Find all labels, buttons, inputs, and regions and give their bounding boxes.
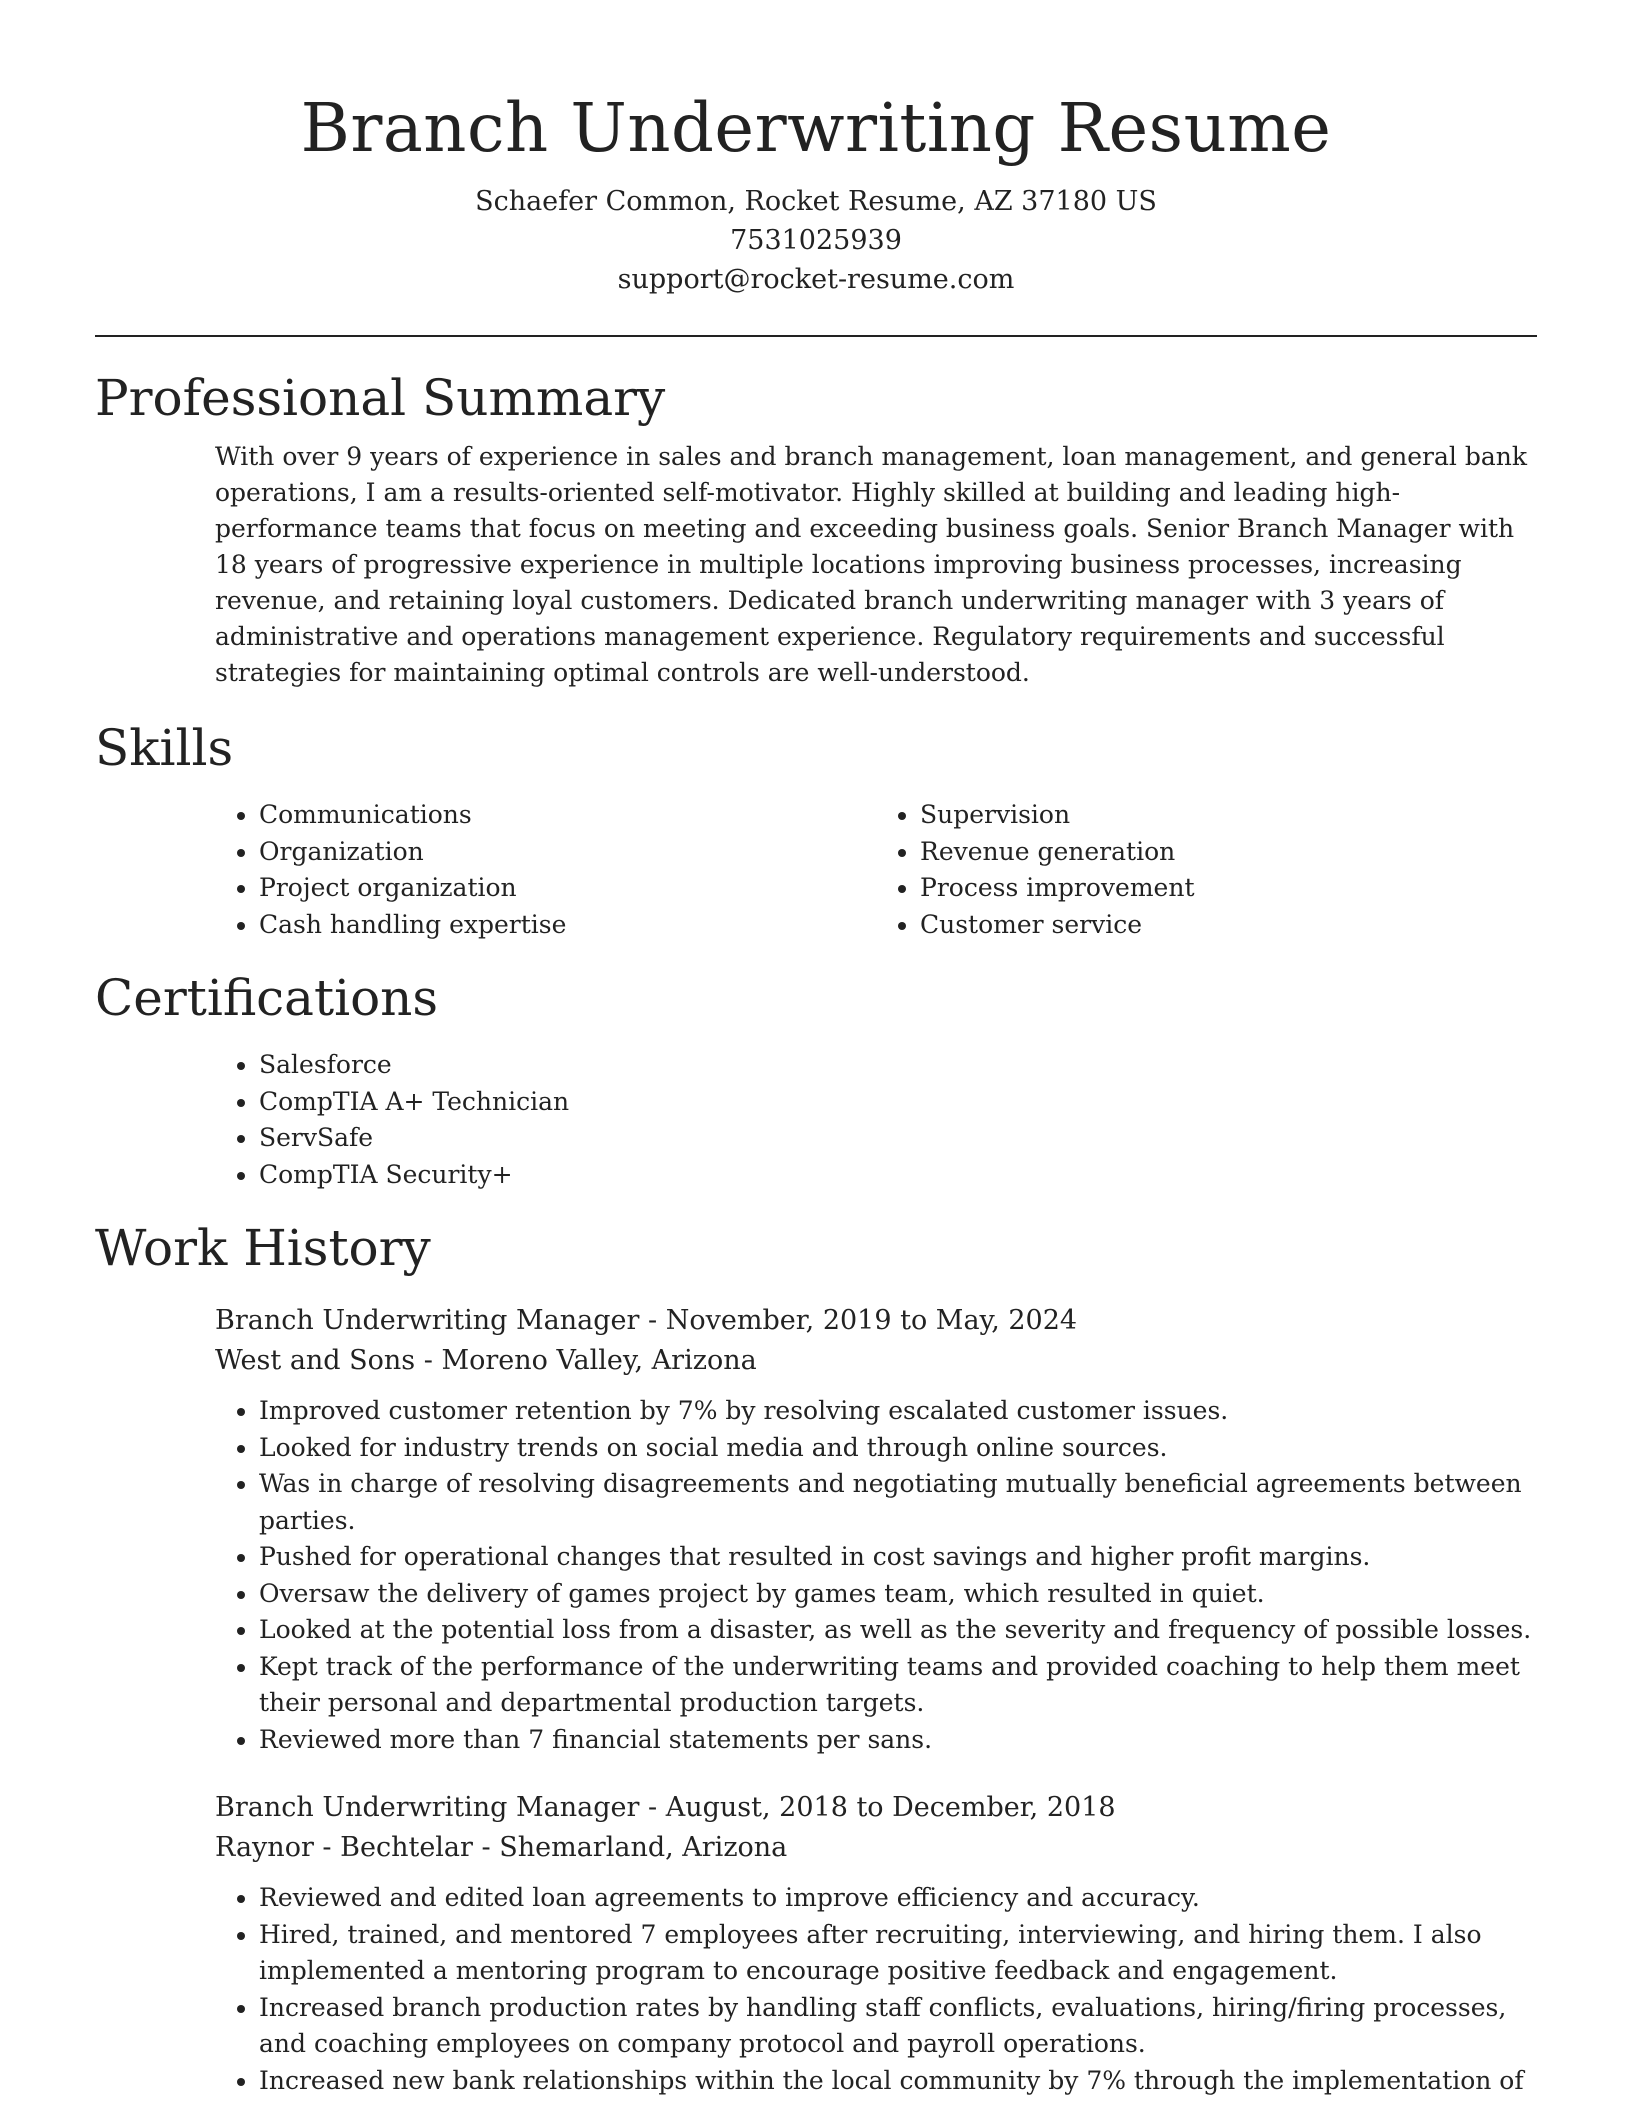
skill-item: • Project organization (259, 870, 876, 907)
job-company-line (215, 1341, 1537, 1381)
job-title-line (215, 1301, 1537, 1341)
skill-item: • Revenue generation (920, 834, 1537, 871)
job-bullet: • Oversaw the delivery of games project by games team, which resulted in quiet. (259, 1576, 1537, 1613)
section-title-summary: Professional Summary (95, 369, 666, 427)
skills-grid (215, 797, 1537, 943)
job-separator: - (415, 1345, 442, 1376)
job-location: Shemarland, Arizona (499, 1832, 788, 1863)
contact-info (95, 182, 1537, 299)
skill-item: • Supervision (920, 797, 1537, 834)
job-company: Raynor - Bechtelar (215, 1832, 473, 1863)
skill-item: • Communications (259, 797, 876, 834)
job-dates: August, 2018 to December, 2018 (665, 1792, 1116, 1823)
resume-header (95, 0, 1537, 299)
job-separator: - (639, 1305, 666, 1336)
job-bullet: • Reviewed more than 7 financial statements per sans. (259, 1722, 1537, 1759)
section-title-certifications: Certifications (95, 969, 439, 1027)
job-location: Moreno Valley, Arizona (441, 1345, 757, 1376)
contact-email: support@rocket-resume.com (617, 264, 1015, 295)
job-role: Branch Underwriting Manager (215, 1305, 640, 1336)
contact-address: Schaefer Common, Rocket Resume, AZ 37180 US (475, 186, 1157, 217)
certification-item: • CompTIA A+ Technician (259, 1084, 1537, 1121)
job-separator: - (472, 1832, 500, 1863)
job-bullet: • Looked for industry trends on social media and through online sources. (259, 1430, 1537, 1467)
certifications-list (215, 1047, 1537, 1193)
skill-item: • Process improvement (920, 870, 1537, 907)
job-role: Branch Underwriting Manager (215, 1792, 640, 1823)
header-divider (95, 335, 1537, 337)
job-entry (215, 1788, 1537, 2099)
skill-item: • Cash handling expertise (259, 907, 876, 944)
page-title: Branch Underwriting Resume (300, 89, 1332, 167)
job-bullet: • Pushed for operational changes that resulted in cost savings and higher profit margins. (259, 1539, 1537, 1576)
skills-list-left (215, 797, 876, 943)
certification-item: • CompTIA Security+ (259, 1157, 1537, 1194)
contact-phone: 7531025939 (730, 225, 902, 256)
certification-item: • Salesforce (259, 1047, 1537, 1084)
section-title-skills: Skills (95, 719, 234, 777)
section-title-work-history: Work History (95, 1219, 431, 1277)
job-entry (215, 1301, 1537, 1758)
job-bullet: • Improved customer retention by 7% by resolving escalated customer issues. (259, 1393, 1537, 1430)
job-bullet: • Increased new bank relationships within the local community by 7% through the implementation of (259, 2063, 1537, 2100)
skill-item: • Customer service (920, 907, 1537, 944)
job-bullets (215, 1880, 1537, 2099)
job-separator: - (639, 1792, 666, 1823)
skill-item: • Organization (259, 834, 876, 871)
skills-list-right (876, 797, 1537, 943)
job-bullets (215, 1393, 1537, 1758)
job-bullet: • Was in charge of resolving disagreements and negotiating mutually beneficial agreements between parties. (259, 1466, 1537, 1539)
job-dates: November, 2019 to May, 2024 (665, 1305, 1078, 1336)
job-bullet: • Increased branch production rates by handling staff conflicts, evaluations, hiring/firing processes, and coaching employees on company protocol and payroll operations. (259, 1990, 1537, 2063)
job-title-line (215, 1788, 1537, 1828)
job-bullet: • Kept track of the performance of the underwriting teams and provided coaching to help them meet their personal and departmental production targets. (259, 1649, 1537, 1722)
job-bullet: • Looked at the potential loss from a disaster, as well as the severity and frequency of possible losses. (259, 1612, 1537, 1649)
job-company-line (215, 1828, 1537, 1868)
certification-item: • ServSafe (259, 1120, 1537, 1157)
job-bullet: • Reviewed and edited loan agreements to improve efficiency and accuracy. (259, 1880, 1537, 1917)
job-company: West and Sons (215, 1345, 416, 1376)
job-bullet: • Hired, trained, and mentored 7 employees after recruiting, interviewing, and hiring them. I also implemented a mentoring program to encourage positive feedback and engagement. (259, 1917, 1537, 1990)
summary-text: With over 9 years of experience in sales and branch management, loan management, and general bank operations, I am a results-oriented self-motivator. Highly skilled at building and leading high-performance teams that focus on meeting and exceeding business goals. Senior Branch Manager with 18 years of progressive experience in multiple locations improving business processes, increasing revenue, and retaining loyal customers. Dedicated branch underwriting manager with 3 years of administrative and operations management experience. Regulatory requirements and successful strategies for maintaining optimal controls are well-understood. (215, 442, 1527, 687)
